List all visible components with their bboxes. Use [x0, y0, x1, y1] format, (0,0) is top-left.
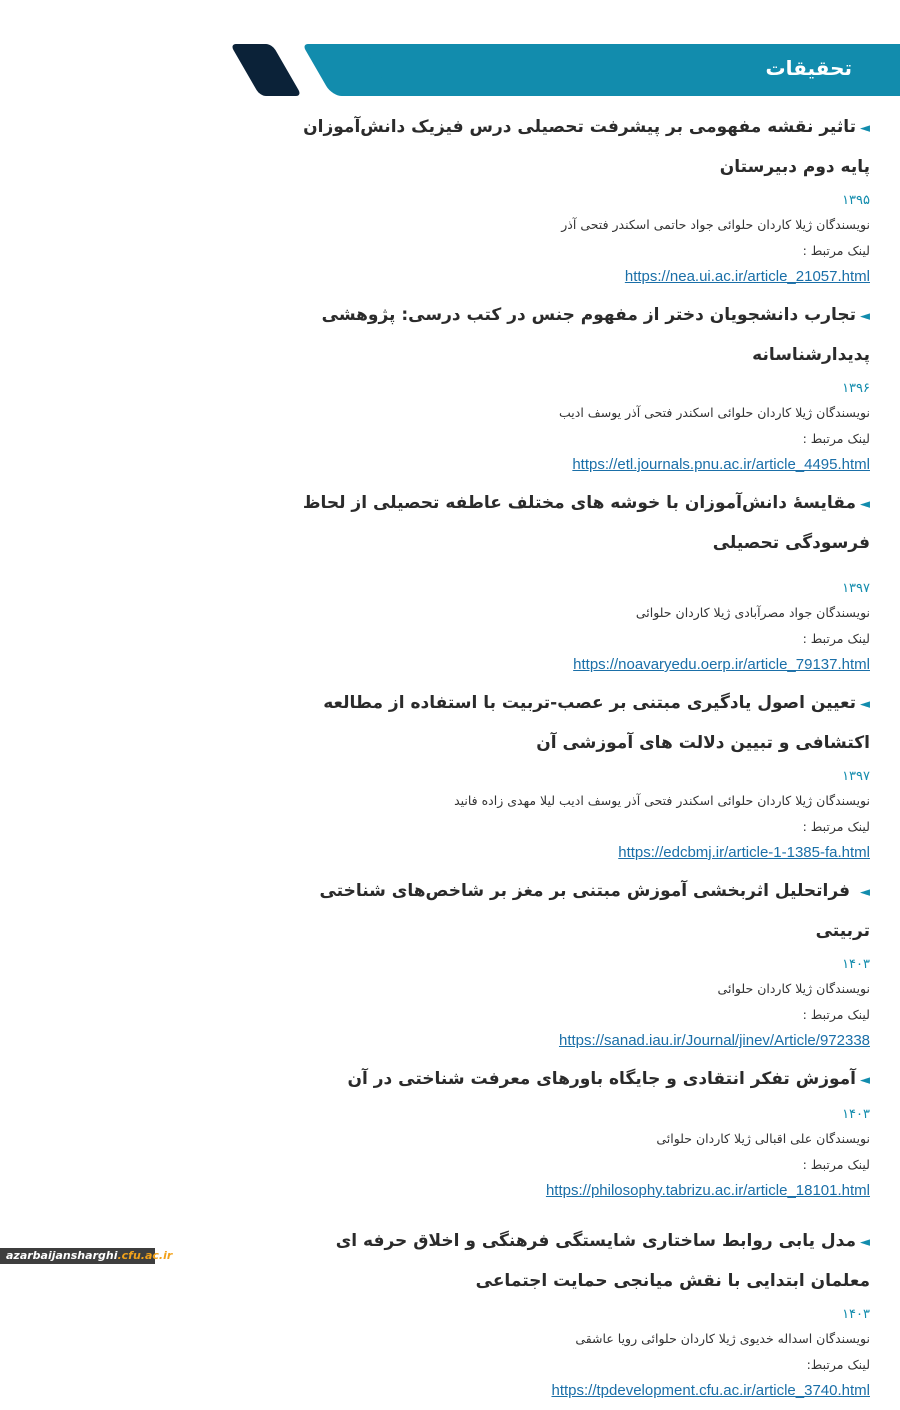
related-link-label: لینک مرتبط :	[802, 431, 870, 446]
research-item	[280, 108, 870, 290]
research-item	[280, 684, 870, 866]
bullet-arrow-icon: ◄	[860, 309, 870, 324]
research-title: ◄تاثیر نقشه مفهومی بر پیشرفت تحصیلی درس فیزیک دانش‌آموزان پایه دوم دبیرستان	[303, 117, 870, 177]
research-year: ۱۳۹۷	[842, 769, 870, 784]
related-link[interactable]: https://nea.ui.ac.ir/article_21057.html	[624, 268, 870, 285]
research-year: ۱۴۰۳	[842, 957, 870, 972]
research-title: ◄ فراتحلیل اثربخشی آموزش مبتنی بر مغز بر شاخص‌های شناختی تربیتی	[319, 881, 870, 941]
header-banner	[330, 44, 900, 96]
research-item	[280, 1060, 870, 1204]
related-link-label: لینک مرتبط :	[802, 243, 870, 258]
research-item	[280, 484, 870, 678]
bullet-arrow-icon: ◄	[860, 121, 870, 136]
research-year: ۱۳۹۵	[842, 193, 870, 208]
research-list	[280, 108, 870, 1410]
research-year: ۱۳۹۷	[842, 581, 870, 596]
research-authors: نویسندگان ژیلا کاردان حلوائی	[717, 981, 870, 996]
bullet-arrow-icon: ◄	[860, 1235, 870, 1250]
related-link[interactable]: https://etl.journals.pnu.ac.ir/article_4495.html	[572, 456, 870, 473]
related-link-label: لینک مرتبط :	[802, 1157, 870, 1172]
research-authors: نویسندگان ژیلا کاردان حلوائی اسکندر فتحی آذر یوسف ادیب	[559, 405, 870, 420]
research-authors: نویسندگان ژیلا کاردان حلوائی جواد حاتمی اسکندر فتحی آذر	[561, 217, 870, 232]
related-link-label: لینک مرتبط :	[802, 1007, 870, 1022]
research-title: ◄تعیین اصول یادگیری مبتنی بر عصب-تربیت با استفاده از مطالعه اکتشافی و تبیین دلالت های آموزشی آن	[323, 693, 870, 753]
related-link[interactable]: https://philosophy.tabrizu.ac.ir/article_18101.html	[545, 1182, 870, 1199]
research-title: ◄آموزش تفکر انتقادی و جایگاه باورهای معرفت شناختی در آن	[347, 1069, 870, 1089]
research-item	[280, 296, 870, 478]
research-title: ◄تجارب دانشجویان دختر از مفهوم جنس در کتب درسی: پژوهشی پدیدارشناسانه	[321, 305, 870, 365]
related-link-label: لینک مرتبط :	[802, 819, 870, 834]
related-link[interactable]: https://edcbmj.ir/article-1-1385-fa.html	[618, 844, 870, 861]
research-authors: نویسندگان ژیلا کاردان حلوائی اسکندر فتحی آذر یوسف ادیب لیلا مهدی زاده فانید	[454, 793, 870, 808]
related-link[interactable]: https://sanad.iau.ir/Journal/jinev/Article/972338	[558, 1032, 870, 1049]
header-decor-stripe	[230, 44, 302, 96]
research-authors: نویسندگان علی اقبالی ژیلا کاردان حلوائی	[656, 1131, 870, 1146]
bullet-arrow-icon: ◄	[860, 1073, 870, 1088]
bullet-arrow-icon: ◄	[860, 697, 870, 712]
research-item	[280, 1222, 870, 1404]
research-authors: نویسندگان جواد مصرآبادی ژیلا کاردان حلوائی	[635, 605, 870, 620]
section-title: تحقیقات	[765, 56, 852, 80]
research-year: ۱۴۰۳	[842, 1107, 870, 1122]
related-link-label: لینک مرتبط:	[806, 1357, 870, 1372]
research-year: ۱۳۹۶	[842, 381, 870, 396]
section-header	[286, 44, 900, 96]
bullet-arrow-icon: ◄	[860, 885, 870, 900]
related-link[interactable]: https://tpdevelopment.cfu.ac.ir/article_3740.html	[551, 1382, 870, 1399]
research-authors: نویسندگان اسداله خدیوی ژیلا کاردان حلوائی رویا عاشقی	[575, 1331, 870, 1346]
research-item	[280, 872, 870, 1054]
related-link-label: لینک مرتبط :	[802, 631, 870, 646]
research-title: ◄مدل یابی روابط ساختاری شایستگی فرهنگی و اخلاق حرفه ای معلمان ابتدایی با نقش میانجی حمایت اجتماعی	[335, 1231, 870, 1291]
site-watermark: azarbaijansharghi.cfu.ac.ir	[0, 1248, 155, 1264]
related-link[interactable]: https://noavaryedu.oerp.ir/article_79137.html	[573, 656, 870, 673]
research-title: ◄مقایسهٔ دانش‌آموزان با خوشه های مختلف عاطفه تحصیلی از لحاظ فرسودگی تحصیلی	[302, 493, 870, 553]
bullet-arrow-icon: ◄	[860, 497, 870, 512]
research-year: ۱۴۰۳	[842, 1307, 870, 1322]
